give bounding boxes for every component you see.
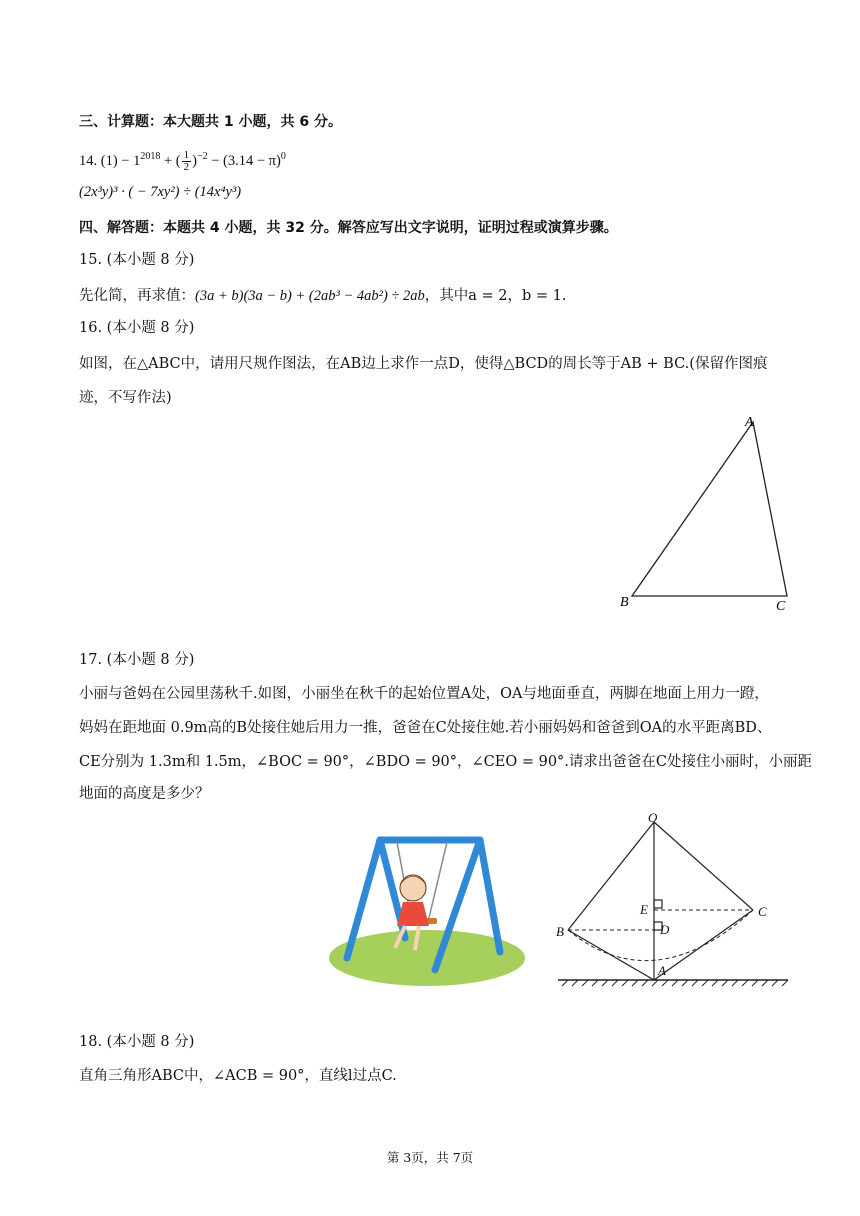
question-18-header: 18. (本小题 8 分): [79, 1034, 195, 1050]
q15-text-after: ，其中a = 2，b = 1.: [424, 288, 567, 304]
q14-number: 14.: [79, 152, 98, 169]
q14-part1-label: (1): [100, 152, 118, 169]
label-c: C: [776, 599, 786, 614]
label-o: O: [648, 810, 658, 825]
q14-part1-tail: (3.14 − π): [223, 152, 281, 169]
section-4-heading: 四、解答题：本题共 4 小题，共 32 分。解答应写出文字说明，证明过程或演算步骤。: [79, 220, 618, 236]
question-17-line-2: 妈妈在距地面 0.9m高的B处接住她后用力一推，爸爸在C处接住她.若小丽妈妈和爸爸到OA的水平距离BD、: [79, 720, 772, 736]
question-17-header: 17. (本小题 8 分): [79, 652, 195, 668]
question-18-line-1: 直角三角形ABC中，∠ACB = 90°，直线l过点C.: [79, 1068, 397, 1084]
girl-dress: [397, 902, 429, 926]
section-3-heading: 三、计算题：本大题共 1 小题，共 6 分。: [79, 114, 342, 130]
triangle-abc: [632, 422, 787, 596]
q14-exponent: 2018: [140, 150, 161, 162]
question-15-body: [79, 286, 567, 306]
label-b: B: [620, 595, 629, 610]
question-17-line-4: 地面的高度是多少？: [79, 786, 210, 802]
q15-text-before: 先化简，再求值：: [79, 288, 195, 304]
swing-geometry-diagram: [548, 810, 793, 990]
label-a: A: [658, 963, 666, 978]
ground-hatching: [562, 980, 788, 986]
question-14-part-2: (2x³y)³ · ( − 7xy²) ÷ (14x⁴y³): [79, 184, 242, 200]
label-d: D: [660, 922, 670, 937]
fraction-one-half: $\frac{1}{2}$: [183, 149, 190, 173]
label-b: B: [556, 924, 564, 939]
question-15-header: 15. (本小题 8 分): [79, 252, 195, 268]
label-e: E: [640, 902, 648, 917]
question-17-line-1: 小丽与爸妈在公园里荡秋千.如图，小丽坐在秋千的起始位置A处，OA与地面垂直，两脚在地面上用力一蹬，: [79, 686, 769, 702]
diagram-lines: [568, 822, 753, 980]
triangle-abc-figure: [610, 410, 810, 615]
question-16-line-2: 迹，不写作法): [79, 390, 172, 406]
question-17-line-3: CE分别为 1.3m和 1.5m，∠BOC = 90°，∠BDO = 90°，∠CEO = 90°.请求出爸爸在C处接住小丽时，小丽距: [79, 754, 813, 770]
question-16-header: 16. (本小题 8 分): [79, 320, 195, 336]
girl-head: [400, 875, 426, 901]
question-14-part-1: 14. $(1) - 1^{2018}$ + ( $\frac{1}{2}$ )$^{-2} - (3.14 - \pi)^0$: [79, 149, 286, 173]
label-c: C: [758, 904, 767, 919]
q15-expression: (3a + b)(3a − b) + (2ab³ − 4ab²) ÷ 2ab: [195, 288, 425, 304]
page-number-footer: 第 3页，共 7页: [386, 1150, 474, 1165]
swing-illustration: [325, 830, 530, 990]
question-16-line-1: 如图，在△ABC中，请用尺规作图法，在AB边上求作一点D，使得△BCD的周长等于AB + BC.(保留作图痕: [79, 356, 768, 372]
label-a: A: [745, 415, 754, 430]
